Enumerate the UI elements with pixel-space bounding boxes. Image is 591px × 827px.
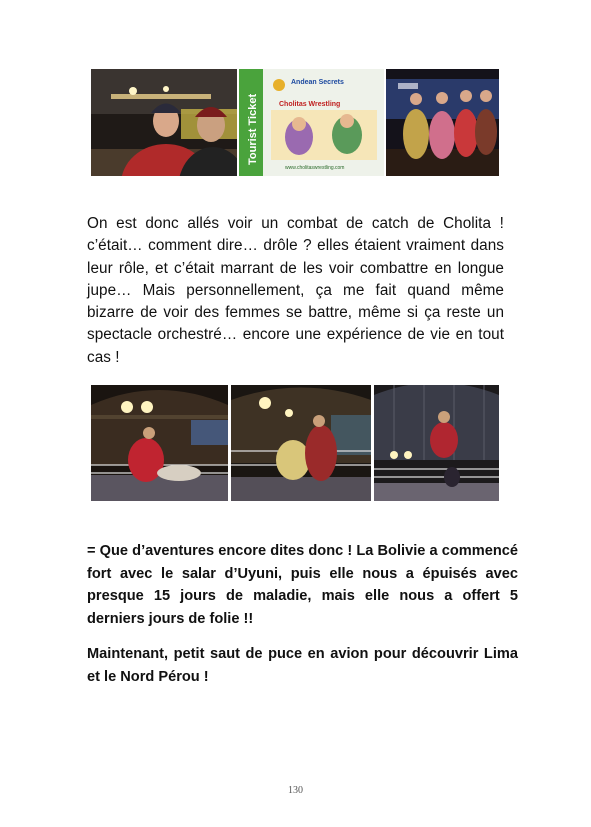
conclusion-paragraph-2: Maintenant, petit saut de puce en avion pour découvrir Lima et le Nord Pérou ! xyxy=(87,646,518,685)
wrestlers-group-photo xyxy=(386,69,499,176)
page-number: 130 xyxy=(288,785,303,796)
conclusion-paragraph-1: = Que d’aventures encore dites donc ! La Bolivie a commencé fort avec le salar d’Uyuni, puis elle nous a épuisés avec presque 15 jours de maladie, mais elle nous a offert 5 derniers jours de folie !! xyxy=(87,543,518,627)
selfie-photo xyxy=(91,69,237,176)
ticket-side-label: Tourist Ticket xyxy=(247,93,259,165)
ticket-brand-line1: Andean Secrets xyxy=(291,79,344,86)
ticket-photo xyxy=(239,69,384,176)
wrestling-ring-photo-2 xyxy=(231,385,371,501)
ticket-url: www.cholitaswrestling.com xyxy=(285,165,345,171)
story-paragraph: On est donc allés voir un combat de catch de Cholita ! c’était… comment dire… drôle ? elles étaient vraiment dans leur rôle, et c’était marrant de les voir combattre en longue jupe… Mais personnellement, ça me fait quand même bizarre de voir des femmes se battre, même si ça reste un spectacle orchestré… encore une expérience de vie en tout cas ! xyxy=(87,215,504,366)
wrestling-ring-photo-1 xyxy=(91,385,228,501)
wrestling-ring-photo-3 xyxy=(374,385,499,501)
ticket-brand-line2: Cholitas Wrestling xyxy=(279,101,341,108)
